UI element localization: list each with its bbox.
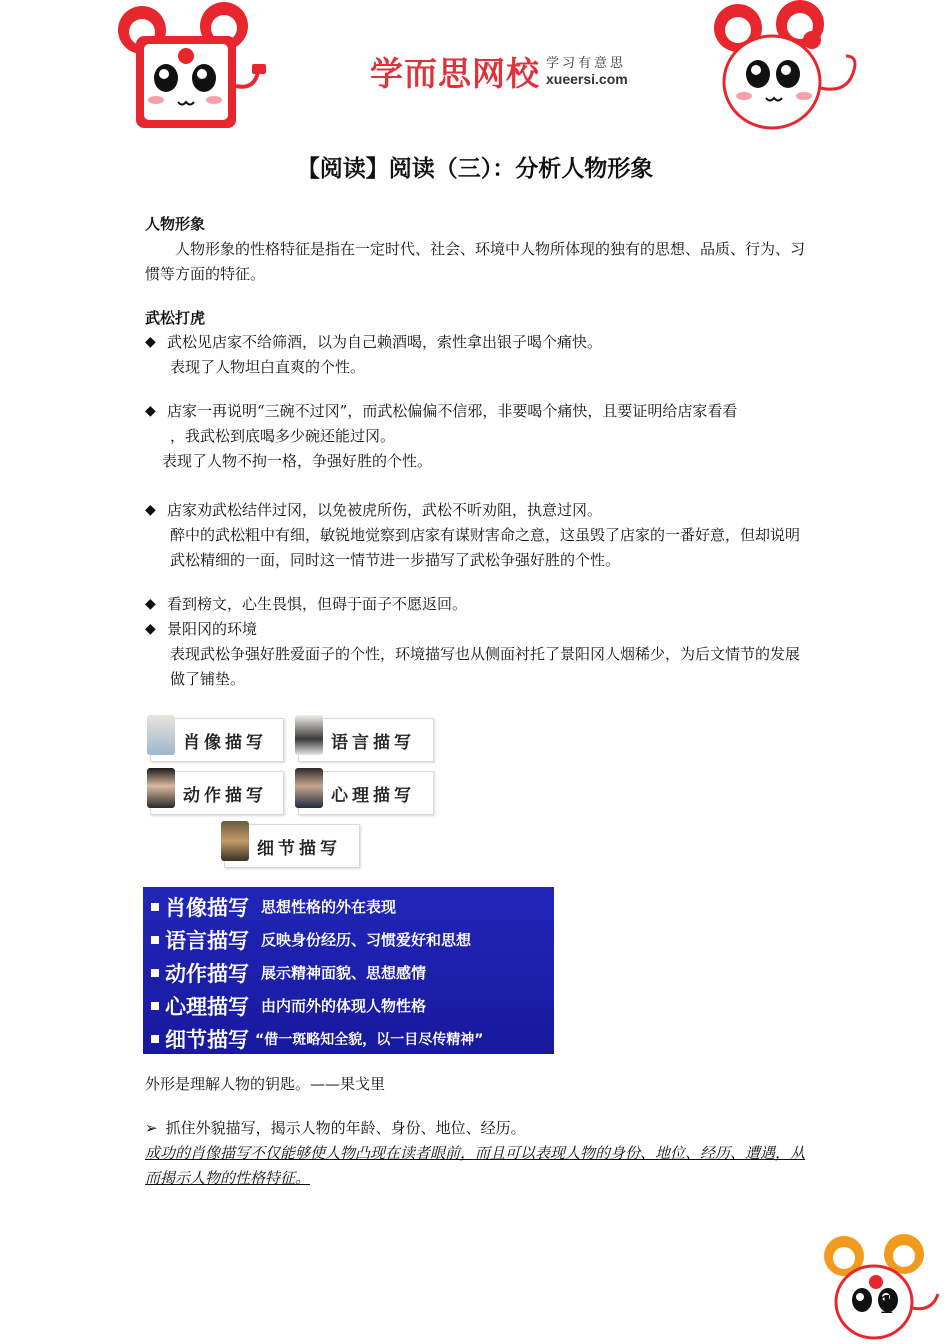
panel-row — [151, 890, 396, 923]
mascot-bottom — [820, 1232, 948, 1342]
square-bullet-icon — [151, 1002, 159, 1010]
brand-tagline: 学习有意思 — [546, 56, 627, 71]
chip-label: 肖像描写 — [183, 732, 267, 753]
chip-language-description — [298, 718, 434, 762]
brand-url: xueersi.com — [546, 71, 628, 87]
list-item-note: 醉中的武松粗中有细，敏锐地觉察到店家有谋财害命之意，这虽毁了店家的一番好意，但却说明武松精细的一面，同时这一情节进一步描写了武松争强好胜的个性。 — [170, 526, 801, 569]
chip-label: 细节描写 — [257, 838, 341, 859]
panel-row-key: 动作描写 — [165, 961, 249, 986]
page-number: 1 — [878, 1290, 895, 1319]
panel-row-value: 反映身份经历、习惯爱好和思想 — [261, 931, 472, 949]
person-photo-icon — [147, 768, 175, 808]
panel-row-value: “借一斑略知全貌，以一目尽传精神” — [255, 1031, 484, 1048]
section-heading-wusong: 武松打虎 — [145, 309, 206, 327]
list-item-point-continued: ，我武松到底喝多少碗还能过冈。 — [170, 427, 396, 445]
chip-label: 心理描写 — [331, 785, 415, 806]
chip-psychological-description — [298, 771, 434, 815]
tip-text: 抓住外貌描写，揭示人物的年龄、身份、地位、经历。 — [165, 1119, 526, 1137]
list-item-point: ◆ 店家劝武松结伴过冈，以免被虎所伤，武松不听劝阻，执意过冈。 — [167, 498, 602, 523]
chip-label: 语言描写 — [331, 732, 415, 753]
brand-logo — [370, 48, 628, 95]
quote-text: 外形是理解人物的钥匙。——果戈里 — [145, 1075, 386, 1093]
panel-row-value: 思想性格的外在表现 — [261, 898, 397, 916]
chip-portrait-description — [150, 718, 284, 762]
chip-action-description — [150, 771, 284, 815]
panel-row — [151, 1022, 483, 1055]
list-item-point: ◆ 武松见店家不给筛酒，以为自己赖酒喝，索性拿出银子喝个痛快。 — [167, 330, 602, 355]
list-item-note: 表现了人物不拘一格，争强好胜的个性。 — [162, 452, 433, 470]
conclusion-text: 成功的肖像描写不仅能够使人物凸现在读者眼前，而且可以表现人物的身份、地位、经历、遭遇，从而揭示人物的性格特征。 — [145, 1144, 806, 1187]
tip-line — [145, 1116, 526, 1141]
panel-row-key: 细节描写 — [165, 1027, 249, 1052]
panel-row — [151, 956, 426, 989]
list-item-point: ◆ 店家一再说明“三碗不过冈”，而武松偏偏不信邪，非要喝个痛快，且要证明给店家看看 — [167, 399, 817, 424]
mascot-right — [712, 0, 867, 132]
arrow-bullet-icon: ➢ — [145, 1119, 158, 1137]
chip-detail-description — [224, 824, 360, 868]
panel-row-value: 由内而外的体现人物性格 — [261, 997, 427, 1015]
square-bullet-icon — [151, 936, 159, 944]
panel-row-key: 肖像描写 — [165, 895, 249, 920]
panel-row — [151, 989, 426, 1022]
chip-label: 动作描写 — [183, 785, 267, 806]
page-title: 【阅读】阅读（三）：分析人物形象 — [296, 156, 654, 182]
square-bullet-icon — [151, 1035, 159, 1043]
person-photo-icon — [295, 715, 323, 755]
list-item-note: 表现武松争强好胜爱面子的个性，环境描写也从侧面衬托了景阳冈人烟稀少，为后文情节的发展做了铺垫。 — [170, 645, 801, 688]
mascot-left — [112, 2, 277, 137]
person-photo-icon — [295, 768, 323, 808]
square-bullet-icon — [151, 903, 159, 911]
description-types-panel — [143, 887, 554, 1054]
panel-row-value: 展示精神面貌、思想感情 — [261, 964, 427, 982]
panel-row — [151, 923, 471, 956]
panel-row-key: 语言描写 — [165, 928, 249, 953]
person-photo-icon — [147, 715, 175, 755]
section-heading-character-image: 人物形象 — [145, 215, 206, 233]
panel-row-key: 心理描写 — [165, 994, 249, 1019]
square-bullet-icon — [151, 969, 159, 977]
list-item-point: ◆ 景阳冈的环境 — [167, 617, 257, 642]
brand-name: 学而思网校 — [370, 54, 540, 93]
person-photo-icon — [221, 821, 249, 861]
list-item-note: 表现了人物坦白直爽的个性。 — [170, 358, 366, 376]
section-body-character-image: 人物形象的性格特征是指在一定时代、社会、环境中人物所体现的独有的思想、品质、行为、习惯等方面的特征。 — [145, 240, 806, 283]
list-item-point: ◆ 看到榜文，心生畏惧，但碍于面子不愿返回。 — [167, 592, 467, 617]
